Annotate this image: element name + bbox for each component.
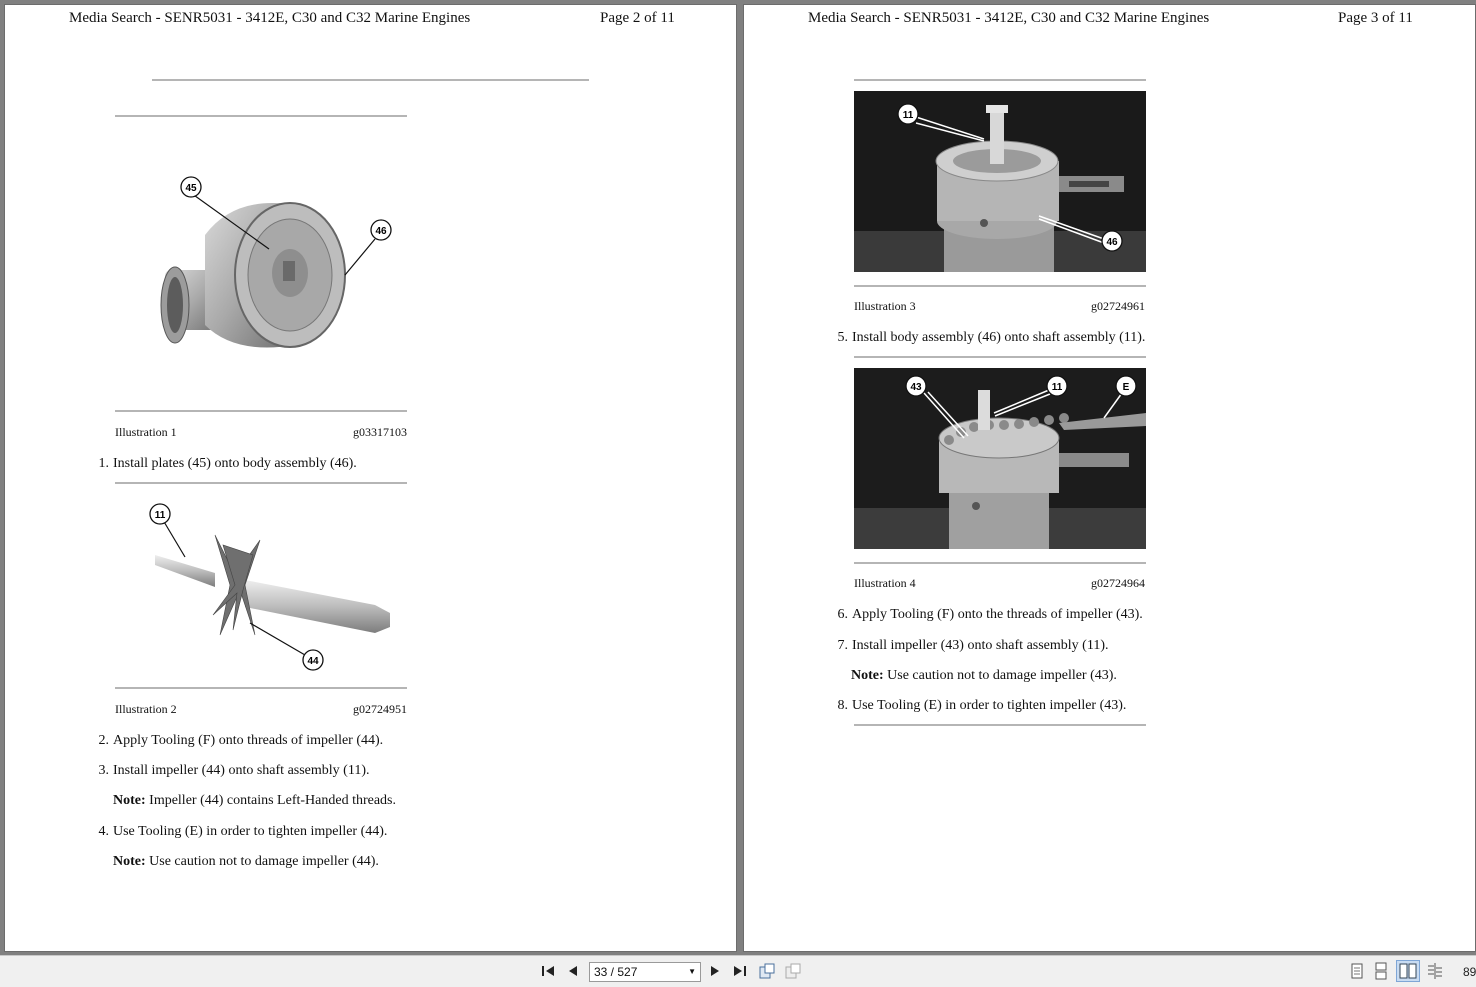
callout-46: 46 — [375, 226, 387, 237]
two-page-button-active[interactable] — [1396, 960, 1420, 982]
first-page-icon[interactable] — [539, 962, 557, 980]
continuous-icon[interactable] — [1372, 962, 1390, 980]
page-3[interactable] — [743, 4, 1476, 952]
illustration-2-image — [135, 495, 405, 675]
callout-44: 44 — [307, 656, 319, 667]
divider — [115, 687, 407, 689]
divider — [115, 115, 407, 117]
illustration-3-image — [854, 91, 1146, 272]
page-header-title: Media Search - SENR5031 - 3412E, C30 and C32 Marine Engines — [808, 10, 1210, 26]
divider — [115, 482, 407, 484]
illustration-1-label: Illustration 1 — [115, 425, 177, 439]
page-indicator: 33 / 527 — [594, 965, 638, 979]
step-7: 7. Install impeller (43) onto shaft assembly (11). — [837, 638, 1109, 653]
divider — [152, 79, 589, 81]
divider — [854, 356, 1146, 358]
two-page-icon — [1399, 962, 1417, 980]
zoom-level[interactable]: 89 — [1463, 965, 1476, 979]
divider — [115, 410, 407, 412]
callout-45: 45 — [185, 183, 197, 194]
illustration-3-label: Illustration 3 — [854, 299, 916, 313]
step-2: 2. Apply Tooling (F) onto threads of impeller (44). — [98, 733, 384, 748]
divider — [854, 562, 1146, 564]
callout-46: 46 — [1106, 237, 1118, 248]
step-3: 3. Install impeller (44) onto shaft assembly (11). — [98, 763, 370, 778]
divider — [854, 724, 1146, 726]
step-5: 5. Install body assembly (46) onto shaft assembly (11). — [837, 330, 1146, 345]
callout-11: 11 — [902, 110, 914, 121]
callout-11: 11 — [154, 510, 166, 521]
step-6: 6. Apply Tooling (F) onto the threads of impeller (43). — [837, 607, 1143, 622]
illustration-2-label: Illustration 2 — [115, 702, 177, 716]
callout-43: 43 — [910, 382, 922, 393]
page-header-title: Media Search - SENR5031 - 3412E, C30 and C32 Marine Engines — [69, 10, 471, 26]
illustration-3-code: g02724961 — [1091, 299, 1145, 313]
illustration-4-image — [854, 368, 1146, 549]
note: Note: Use caution not to damage impeller (44). — [113, 854, 379, 869]
last-page-icon[interactable] — [731, 962, 749, 980]
illustration-1-code: g03317103 — [353, 425, 407, 439]
step-4: 4. Use Tooling (E) in order to tighten impeller (44). — [98, 824, 388, 839]
callout-11: 11 — [1051, 382, 1063, 393]
page-number: Page 2 of 11 — [600, 10, 675, 26]
illustration-4-code: g02724964 — [1091, 576, 1145, 590]
note: Note: Use caution not to damage impeller (43). — [851, 668, 1117, 683]
page-number: Page 3 of 11 — [1338, 10, 1413, 26]
step-1: 1. Install plates (45) onto body assembly (46). — [98, 456, 357, 471]
prev-page-icon[interactable] — [564, 962, 582, 980]
chevron-down-icon: ▼ — [688, 967, 696, 976]
single-page-icon[interactable] — [1348, 962, 1366, 980]
bottom-toolbar — [0, 955, 1476, 987]
step-8: 8. Use Tooling (E) in order to tighten impeller (43). — [837, 698, 1127, 713]
illustration-4-label: Illustration 4 — [854, 576, 916, 590]
illustration-1-image — [145, 165, 395, 395]
divider — [854, 79, 1146, 81]
rotate-back-icon[interactable] — [784, 962, 802, 980]
page-number-select[interactable] — [589, 962, 701, 982]
two-page-continuous-icon[interactable] — [1426, 962, 1444, 980]
page-2[interactable] — [4, 4, 737, 952]
note: Note: Impeller (44) contains Left-Handed threads. — [113, 793, 397, 808]
divider — [854, 285, 1146, 287]
next-page-icon[interactable] — [706, 962, 724, 980]
callout-E: E — [1122, 382, 1130, 393]
rotate-icon[interactable] — [758, 962, 776, 980]
illustration-2-code: g02724951 — [353, 702, 407, 716]
